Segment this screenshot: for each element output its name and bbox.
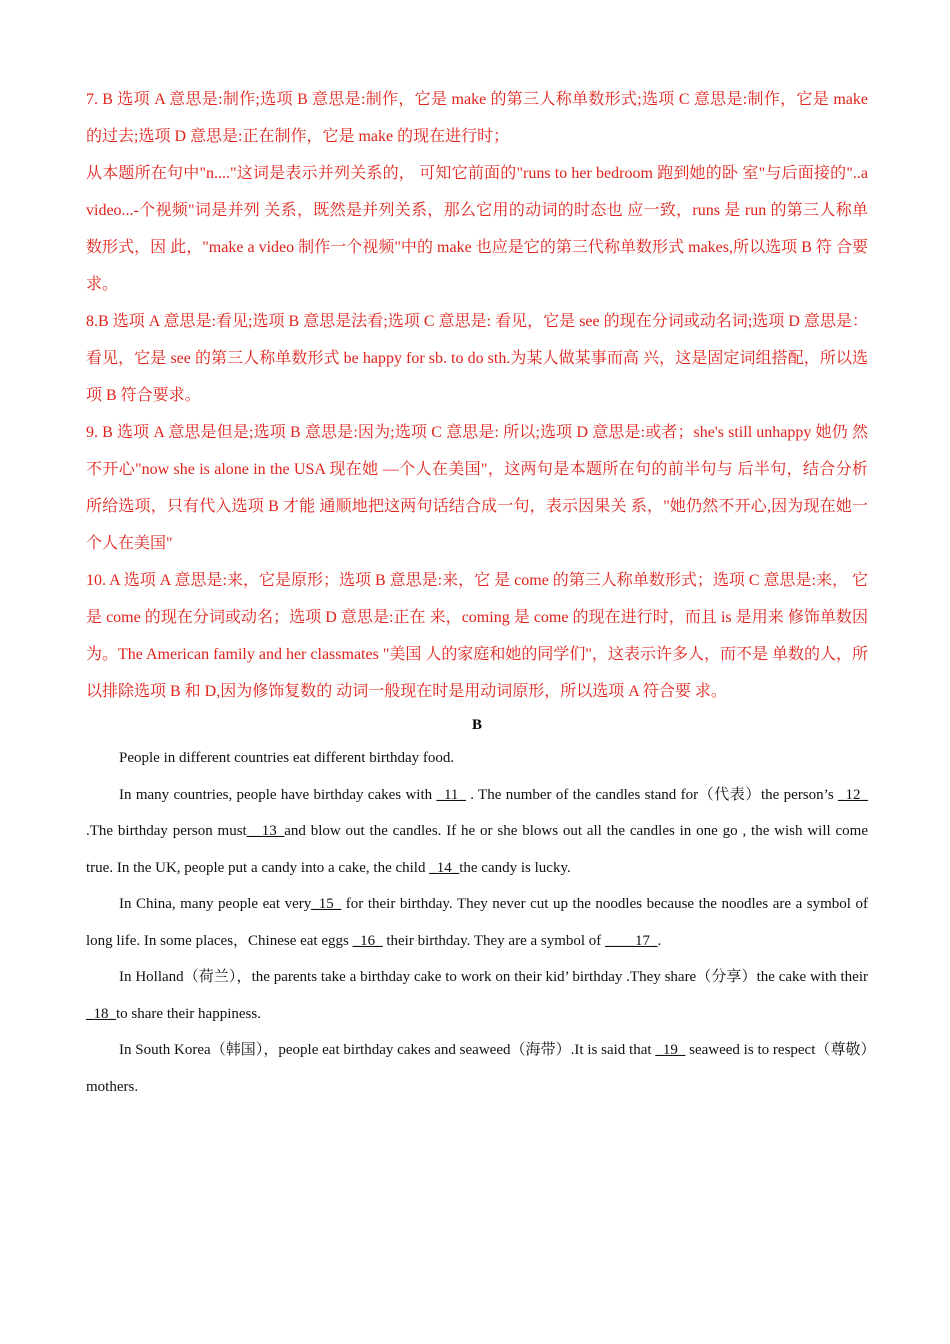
document-page	[86, 81, 868, 1105]
blank-15: _15_	[311, 896, 342, 912]
answer-7	[86, 81, 868, 303]
paragraph-text: seaweed is to respect（尊敬）mothers.	[86, 1042, 868, 1095]
answer-7-options: 7. B 选项 A 意思是:制作;选项 B 意思是:制作，它是 make 的第三人称单数形式;选项 C 意思是:制作，它是 make 的过去;选项 D 意思是:正在制作，它是 make 的现在进行时；	[86, 91, 868, 145]
paragraph-text: their birthday. They are a symbol of	[382, 932, 606, 949]
passage-paragraph-3	[86, 886, 868, 959]
paragraph-text: the candy is lucky.	[459, 859, 571, 876]
section-title: B	[471, 717, 482, 733]
answer-10: 10. A 选项 A 意思是:来，它是原形；选项 B 意思是:来，它 是 come 的第三人称单数形式；选项 C 意思是:来， 它是 come 的现在分词或动名；选项 D 意思是:正在 来，coming 是 come 的现在进行时，而且 is 是用来 修饰单数因为。The American family and her classmates "美国 人的家庭和她的同学们"，这表示许多人，而不是 单数的人，所以排除选项 B 和 D,因为修饰复数的 动词一般现在时是用动词原形，所以选项 A 符合要 求。	[86, 572, 868, 700]
answer-explanations	[86, 81, 868, 710]
paragraph-text: In Holland（荷兰），the parents take a birthday cake to work on their kid’ birthday .They share（分享）the cake with their	[119, 969, 868, 985]
answer-9: 9. B 选项 A 意思是但是;选项 B 意思是:因为;选项 C 意思是: 所以;选项 D 意思是:或者；she's still unhappy 她仍 然不开心"now she is alone in the USA 现在她 —个人在美国"，这两句是本题所在句的前半句与 后半句，结合分析所给选项，只有代入选项 B 才能 通顺地把这两句话结合成一句，表示因果关 系，"她仍然不开心,因为现在她一个人在美国"	[86, 424, 868, 552]
paragraph-text: In China, many people eat very	[119, 896, 312, 912]
answer-7-reasoning: 从本题所在句中"n...."这词是表示并列关系的， 可知它前面的"runs to her bedroom 跑到她的卧 室"与后面接的"..a video...-个视频"词是并列 关系，既然是并列关系，那么它用的动词的时态也 应一致，runs 是 run 的第三人称单数形式，因 此，"make a video 制作一个视频"中的 make 也应是它的第三代称单数形式 makes,所以选项 B 符 合要求。	[86, 165, 868, 293]
paragraph-text: for their birthday. They never cut up the noodles because the noodles are a symbol of long life. In some places，Chinese eat eggs	[86, 896, 868, 949]
answer-8: 8.B 选项 A 意思是:看见;选项 B 意思是法看;选项 C 意思是: 看见，它是 see 的现在分词或动名词;选项 D 意思是： 看见，它是 see 的第三人称单数形式 be happy for sb. to do sth.为某人做某事而高 兴，这是固定词组搭配，所以选项 B 符合要求。	[86, 313, 868, 404]
passage-paragraph-4	[86, 959, 868, 1032]
reading-passage	[86, 740, 868, 1105]
blank-19: _19_	[655, 1042, 686, 1058]
paragraph-text: . The number of the candles stand for（代表）the person’s	[465, 786, 838, 803]
blank-14: _14_	[429, 859, 460, 876]
passage-paragraph-5	[86, 1032, 868, 1105]
blank-13: __13_	[246, 823, 285, 839]
paragraph-text: .	[657, 932, 662, 949]
passage-paragraph-1: People in different countries eat different birthday food.	[119, 750, 455, 766]
blank-17: ____17_	[605, 932, 658, 949]
blank-11: _11_	[436, 786, 466, 803]
paragraph-text: In many countries, people have birthday cakes with	[119, 786, 437, 803]
blank-12: _12_	[837, 786, 868, 803]
paragraph-text: In South Korea（韩国），people eat birthday cakes and seaweed（海带）.It is said that	[119, 1042, 656, 1058]
blank-16: _16_	[352, 932, 383, 949]
paragraph-text: .The birthday person must	[86, 823, 247, 839]
blank-18: _18_	[86, 1005, 116, 1022]
paragraph-text: to share their happiness.	[116, 1005, 261, 1022]
passage-paragraph-2	[86, 777, 868, 887]
paragraph-text: and blow out the candles. If he or she blows out all the candles in one go , the wish will come true. In the UK, people put a candy into a cake, the child	[86, 823, 868, 876]
